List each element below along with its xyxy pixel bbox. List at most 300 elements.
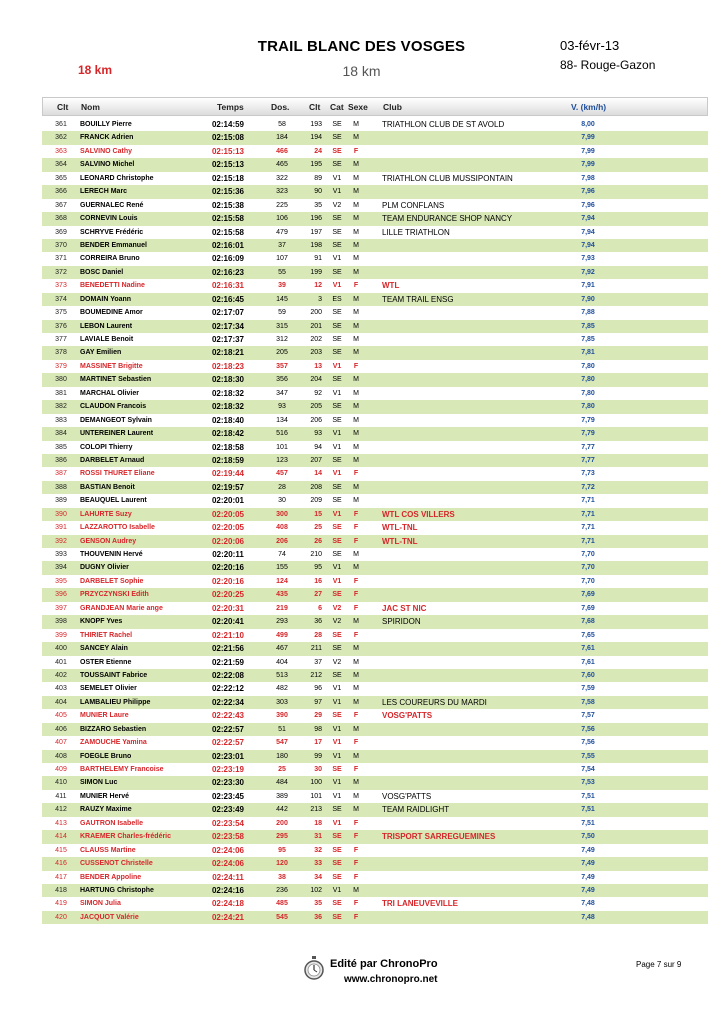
table-row (42, 790, 708, 803)
table-row (42, 454, 708, 467)
cell-cltc: 201 (310, 322, 322, 330)
cell-cat: SE (332, 349, 342, 357)
cell-cat: SE (332, 147, 342, 155)
cell-cat: V2 (332, 201, 342, 209)
cell-vit: 7,85 (581, 322, 595, 330)
cell-vit: 7,68 (581, 618, 595, 626)
table-row (42, 158, 708, 171)
cell-nom: SCHRYVE Frédéric (80, 228, 144, 236)
cell-nom: CUSSENOT Christelle (80, 860, 153, 868)
cell-vit: 7,50 (581, 833, 595, 841)
cell-vit: 7,70 (581, 577, 595, 585)
cell-temps: 02:18:40 (211, 415, 245, 425)
cell-dos: 499 (276, 631, 288, 639)
cell-cltc: 26 (314, 537, 322, 545)
cell-nom: FOEGLE Bruno (80, 752, 132, 760)
cell-dos: 315 (276, 322, 288, 330)
cell-clt: 371 (55, 255, 67, 263)
cell-temps: 02:15:13 (211, 146, 245, 156)
cell-clt: 402 (55, 671, 67, 679)
cell-clt: 401 (55, 658, 67, 666)
cell-dos: 389 (276, 792, 288, 800)
cell-nom: KRAEMER Charles-frédéric (80, 833, 172, 841)
table-row (42, 629, 708, 642)
cell-temps: 02:23:49 (211, 805, 245, 815)
cell-nom: LERECH Marc (80, 188, 128, 196)
table-row (42, 226, 708, 239)
table-row (42, 387, 708, 400)
cell-vit: 7,65 (581, 631, 595, 639)
cell-club: TEAM ENDURANCE SHOP NANCY (382, 214, 513, 224)
cell-cltc: 95 (314, 564, 322, 572)
cell-cltc: 213 (310, 806, 322, 814)
cell-clt: 416 (55, 860, 67, 868)
table-row (42, 494, 708, 507)
col-sexe: Sexe (348, 102, 368, 112)
cell-clt: 381 (55, 389, 67, 397)
table-row (42, 857, 708, 870)
cell-cat: SE (332, 134, 342, 142)
table-row (42, 467, 708, 480)
table-row (42, 736, 708, 749)
cell-sexe: F (353, 577, 359, 585)
cell-clt: 410 (55, 779, 67, 787)
cell-cltc: 35 (314, 900, 322, 908)
cell-vit: 7,99 (581, 134, 595, 142)
cell-temps: 02:18:59 (211, 455, 245, 465)
cell-cat: SE (332, 631, 342, 639)
table-row (42, 185, 708, 198)
table-row (42, 279, 708, 292)
cell-nom: DEMANGEOT Sylvain (80, 416, 152, 424)
cell-clt: 380 (55, 376, 67, 384)
table-row (42, 333, 708, 346)
cell-cat: V1 (332, 470, 342, 478)
table-row (42, 548, 708, 561)
cell-nom: CORNEVIN Louis (80, 215, 138, 223)
cell-temps: 02:20:06 (211, 536, 245, 546)
table-row (42, 911, 708, 924)
cell-sexe: M (353, 174, 359, 182)
cell-dos: 74 (278, 551, 286, 558)
cell-dos: 485 (276, 900, 288, 908)
cell-sexe: F (353, 860, 359, 868)
cell-dos: 390 (276, 712, 288, 720)
cell-cltc: 200 (310, 309, 322, 317)
cell-vit: 7,70 (581, 551, 595, 558)
cell-cat: V2 (332, 658, 342, 666)
cell-dos: 356 (276, 376, 288, 384)
cell-cltc: 30 (314, 766, 322, 773)
cell-nom: BASTIAN Benoit (80, 483, 135, 491)
cell-vit: 7,59 (581, 685, 595, 693)
cell-cat: V1 (332, 564, 342, 572)
cell-clt: 366 (55, 188, 67, 196)
cell-nom: BOSC Daniel (80, 268, 124, 276)
cell-vit: 7,49 (581, 846, 595, 854)
cell-clt: 362 (55, 134, 67, 142)
cell-sexe: M (353, 564, 359, 572)
cell-temps: 02:18:30 (211, 375, 245, 385)
cell-sexe: F (353, 591, 359, 599)
cell-temps: 02:18:42 (211, 429, 245, 439)
cell-nom: MARTINET Sebastien (80, 376, 152, 384)
cell-clt: 369 (55, 228, 67, 236)
cell-vit: 7,48 (581, 900, 595, 908)
cell-cltc: 34 (314, 873, 322, 881)
cell-nom: GENSON Audrey (80, 537, 137, 545)
cell-cat: SE (332, 241, 342, 249)
cell-sexe: F (353, 524, 359, 532)
cell-cat: V1 (332, 752, 342, 760)
cell-temps: 02:15:36 (211, 187, 245, 197)
cell-sexe: M (353, 618, 359, 626)
table-header (42, 97, 708, 116)
cell-temps: 02:20:01 (211, 496, 245, 506)
cell-temps: 02:24:18 (211, 899, 245, 909)
cell-club: VOSG'PATTS (382, 711, 433, 721)
cell-clt: 374 (55, 295, 67, 303)
cell-dos: 545 (276, 913, 288, 921)
cell-sexe: M (353, 483, 359, 491)
cell-sexe: F (353, 470, 359, 478)
cell-clt: 392 (55, 537, 67, 545)
cell-vit: 7,60 (581, 671, 595, 679)
cell-temps: 02:19:57 (211, 482, 245, 492)
table-row (42, 252, 708, 265)
cell-cltc: 36 (314, 913, 322, 921)
table-row (42, 750, 708, 763)
page-title: TRAIL BLANC DES VOSGES (257, 38, 466, 55)
cell-cat: V1 (332, 282, 342, 290)
table-row (42, 346, 708, 359)
cell-cltc: 6 (318, 604, 322, 612)
cell-sexe: M (353, 228, 359, 236)
cell-dos: 134 (276, 416, 288, 424)
cell-sexe: M (353, 121, 359, 128)
cell-cltc: 209 (310, 497, 322, 505)
cell-cat: V1 (332, 174, 342, 182)
cell-cat: SE (332, 483, 342, 491)
cell-cat: V1 (332, 255, 342, 263)
cell-cat: SE (332, 268, 342, 276)
cell-nom: HARTUNG Christophe (80, 886, 154, 894)
table-row (42, 682, 708, 695)
cell-cltc: 91 (314, 255, 322, 263)
cell-clt: 379 (55, 362, 67, 370)
cell-sexe: F (353, 537, 359, 545)
cell-club: LES COUREURS DU MARDI (382, 697, 487, 707)
table-row (42, 656, 708, 669)
cell-cat: V1 (332, 510, 342, 518)
cell-clt: 395 (55, 577, 67, 585)
cell-nom: BARTHELEMY Francoise (80, 766, 164, 773)
cell-sexe: F (353, 712, 359, 720)
cell-club: TRIATHLON CLUB MUSSIPONTAIN (382, 173, 513, 183)
cell-cltc: 210 (310, 551, 322, 558)
col-cat: Cat (330, 102, 344, 112)
table-row (42, 709, 708, 722)
cell-sexe: M (353, 376, 359, 384)
cell-cat: SE (332, 913, 342, 921)
cell-dos: 357 (276, 362, 288, 370)
cell-temps: 02:17:37 (211, 335, 245, 344)
cell-nom: DOMAIN Yoann (80, 295, 132, 303)
cell-temps: 02:23:54 (211, 818, 245, 828)
cell-sexe: M (353, 792, 359, 800)
cell-temps: 02:20:16 (211, 576, 245, 586)
cell-clt: 378 (55, 349, 67, 357)
cell-nom: MUNIER Hervé (80, 792, 130, 800)
cell-dos: 58 (278, 121, 286, 128)
cell-nom: GAY Emilien (80, 349, 122, 357)
cell-vit: 7,58 (581, 698, 595, 706)
cell-cat: V1 (332, 430, 342, 438)
table-row (42, 615, 708, 628)
cell-dos: 59 (278, 309, 286, 317)
table-row (42, 763, 708, 776)
cell-cltc: 197 (310, 228, 322, 236)
table-row (42, 521, 708, 534)
cell-cltc: 36 (314, 618, 322, 626)
table-row (42, 131, 708, 144)
cell-cltc: 29 (314, 712, 322, 720)
cell-sexe: M (353, 443, 359, 451)
cell-cltc: 28 (314, 631, 322, 639)
cell-cltc: 33 (314, 860, 322, 868)
cell-sexe: F (353, 819, 359, 827)
cell-nom: KNOPF Yves (80, 618, 123, 626)
cell-cat: SE (332, 121, 342, 128)
cell-cat: SE (332, 671, 342, 679)
cell-dos: 28 (278, 483, 286, 491)
table-row (42, 830, 708, 843)
cell-cat: SE (332, 416, 342, 424)
table-row (42, 776, 708, 789)
cell-cat: V2 (332, 618, 342, 626)
cell-temps: 02:16:09 (211, 254, 245, 264)
cell-nom: GAUTRON Isabelle (80, 819, 144, 827)
cell-clt: 417 (55, 873, 67, 881)
cell-cltc: 24 (314, 147, 322, 155)
cell-sexe: M (353, 241, 359, 249)
cell-dos: 516 (276, 430, 288, 438)
cell-clt: 407 (55, 739, 67, 747)
cell-dos: 479 (276, 228, 288, 236)
cell-temps: 02:22:34 (211, 697, 245, 707)
table-row (42, 575, 708, 588)
cell-vit: 7,71 (581, 524, 595, 532)
cell-temps: 02:18:58 (211, 442, 245, 452)
race-location: 88- Rouge-Gazon (560, 58, 656, 72)
cell-clt: 400 (55, 645, 67, 653)
cell-nom: MARCHAL Olivier (80, 389, 139, 397)
cell-temps: 02:15:58 (211, 214, 245, 224)
cell-vit: 7,51 (581, 819, 595, 827)
cell-sexe: M (353, 188, 359, 196)
cell-dos: 200 (276, 819, 288, 827)
cell-sexe: F (353, 900, 359, 908)
cell-cat: V1 (332, 362, 342, 370)
cell-sexe: M (353, 309, 359, 317)
cell-sexe: M (353, 389, 359, 397)
cell-nom: UNTEREINER Laurent (80, 430, 154, 438)
cell-cltc: 12 (314, 282, 322, 290)
cell-temps: 02:24:06 (211, 845, 245, 855)
cell-sexe: M (353, 779, 359, 787)
cell-temps: 02:20:05 (211, 523, 245, 533)
cell-vit: 7,61 (581, 658, 595, 666)
cell-dos: 145 (276, 295, 288, 303)
cell-cat: SE (332, 551, 342, 558)
cell-cat: SE (332, 322, 342, 330)
table-row (42, 320, 708, 333)
cell-nom: CLAUSS Martine (80, 846, 136, 854)
cell-nom: THOUVENIN Hervé (80, 551, 143, 558)
cell-temps: 02:23:30 (211, 778, 245, 788)
cell-dos: 106 (276, 215, 288, 223)
cell-club: SPIRIDON (382, 617, 421, 627)
cell-clt: 376 (55, 322, 67, 330)
cell-nom: GRANDJEAN Marie ange (80, 604, 163, 612)
cell-cat: V1 (332, 443, 342, 451)
cell-nom: BENDER Appoline (80, 873, 142, 881)
cell-vit: 7,98 (581, 174, 595, 182)
results-table (42, 118, 708, 924)
cell-cat: V1 (332, 188, 342, 196)
cell-vit: 7,99 (581, 147, 595, 155)
cell-cat: SE (332, 860, 342, 868)
table-row (42, 427, 708, 440)
cell-dos: 55 (278, 268, 286, 276)
cell-clt: 377 (55, 336, 67, 343)
cell-clt: 393 (55, 551, 67, 558)
cell-nom: LAZZAROTTO Isabelle (80, 524, 155, 532)
cell-clt: 383 (55, 416, 67, 424)
cell-temps: 02:15:08 (211, 133, 245, 143)
cell-club: WTL (382, 281, 400, 291)
table-row (42, 817, 708, 830)
cell-cat: SE (332, 161, 342, 169)
cell-cat: SE (332, 766, 342, 773)
cell-nom: DUGNY Olivier (80, 564, 129, 572)
cell-clt: 389 (55, 497, 67, 505)
cell-vit: 7,61 (581, 645, 595, 653)
cell-cat: V1 (332, 698, 342, 706)
table-row (42, 199, 708, 212)
cell-sexe: M (353, 416, 359, 424)
cell-sexe: M (353, 645, 359, 653)
cell-cltc: 196 (310, 215, 322, 223)
cell-nom: GUERNALEC René (80, 201, 144, 209)
cell-clt: 418 (55, 886, 67, 894)
table-row (42, 400, 708, 413)
cell-cltc: 206 (310, 416, 322, 424)
cell-cat: SE (332, 524, 342, 532)
cell-clt: 396 (55, 591, 67, 599)
cell-sexe: M (353, 403, 359, 411)
cell-clt: 403 (55, 685, 67, 693)
cell-nom: BENEDETTI Nadine (80, 282, 145, 290)
cell-cltc: 96 (314, 685, 322, 693)
cell-temps: 02:14:59 (211, 120, 245, 129)
cell-cltc: 15 (314, 510, 322, 518)
cell-vit: 7,69 (581, 591, 595, 599)
cell-temps: 02:21:59 (211, 657, 245, 667)
table-row (42, 212, 708, 225)
col-temps: Temps (217, 102, 244, 112)
cell-clt: 399 (55, 631, 67, 639)
cell-cltc: 25 (314, 524, 322, 532)
cell-clt: 398 (55, 618, 67, 626)
cell-sexe: M (353, 497, 359, 505)
cell-club: TEAM RAIDLIGHT (382, 805, 450, 815)
cell-dos: 236 (276, 886, 288, 894)
cell-sexe: M (353, 671, 359, 679)
cell-cltc: 37 (314, 658, 322, 666)
cell-vit: 7,51 (581, 806, 595, 814)
cell-clt: 414 (55, 833, 67, 841)
cell-clt: 385 (55, 443, 67, 451)
cell-vit: 7,80 (581, 376, 595, 384)
cell-temps: 02:17:34 (211, 321, 245, 331)
cell-cat: V1 (332, 739, 342, 747)
cell-cat: SE (332, 806, 342, 814)
cell-cltc: 32 (314, 846, 322, 854)
cell-dos: 465 (276, 161, 288, 169)
cell-vit: 7,77 (581, 456, 595, 464)
cell-vit: 7,70 (581, 564, 595, 572)
cell-sexe: M (353, 806, 359, 814)
cell-dos: 39 (278, 282, 286, 290)
cell-cltc: 204 (310, 376, 322, 384)
cell-dos: 457 (276, 470, 288, 478)
cell-clt: 404 (55, 698, 67, 706)
cell-dos: 101 (276, 443, 288, 451)
cell-nom: DARBELET Sophie (80, 577, 144, 585)
cell-cat: SE (332, 228, 342, 236)
cell-cltc: 16 (314, 577, 322, 585)
cell-vit: 7,77 (581, 443, 595, 451)
cell-temps: 02:16:23 (211, 267, 245, 277)
cell-clt: 409 (55, 766, 67, 773)
cell-vit: 7,71 (581, 510, 595, 518)
cell-sexe: M (353, 255, 359, 263)
table-row (42, 373, 708, 386)
cell-cat: SE (332, 591, 342, 599)
cell-cltc: 13 (314, 362, 322, 370)
cell-cltc: 90 (314, 188, 322, 196)
cell-dos: 312 (276, 336, 288, 343)
cell-vit: 7,57 (581, 712, 595, 720)
cell-nom: LEONARD Christophe (80, 174, 154, 182)
cell-clt: 370 (55, 241, 67, 249)
cell-sexe: M (353, 322, 359, 330)
cell-cltc: 27 (314, 591, 322, 599)
cell-sexe: M (353, 456, 359, 464)
cell-clt: 387 (55, 470, 67, 478)
cell-temps: 02:24:06 (211, 859, 245, 869)
race-date: 03-févr-13 (560, 38, 620, 53)
cell-nom: LAHURTE Suzy (80, 510, 132, 518)
table-row (42, 535, 708, 548)
cell-cat: SE (332, 537, 342, 545)
cell-cltc: 199 (310, 268, 322, 276)
cell-clt: 361 (55, 121, 67, 128)
cell-nom: RAUZY Maxime (80, 806, 132, 814)
cell-sexe: M (353, 725, 359, 733)
cell-vit: 7,90 (581, 295, 595, 303)
